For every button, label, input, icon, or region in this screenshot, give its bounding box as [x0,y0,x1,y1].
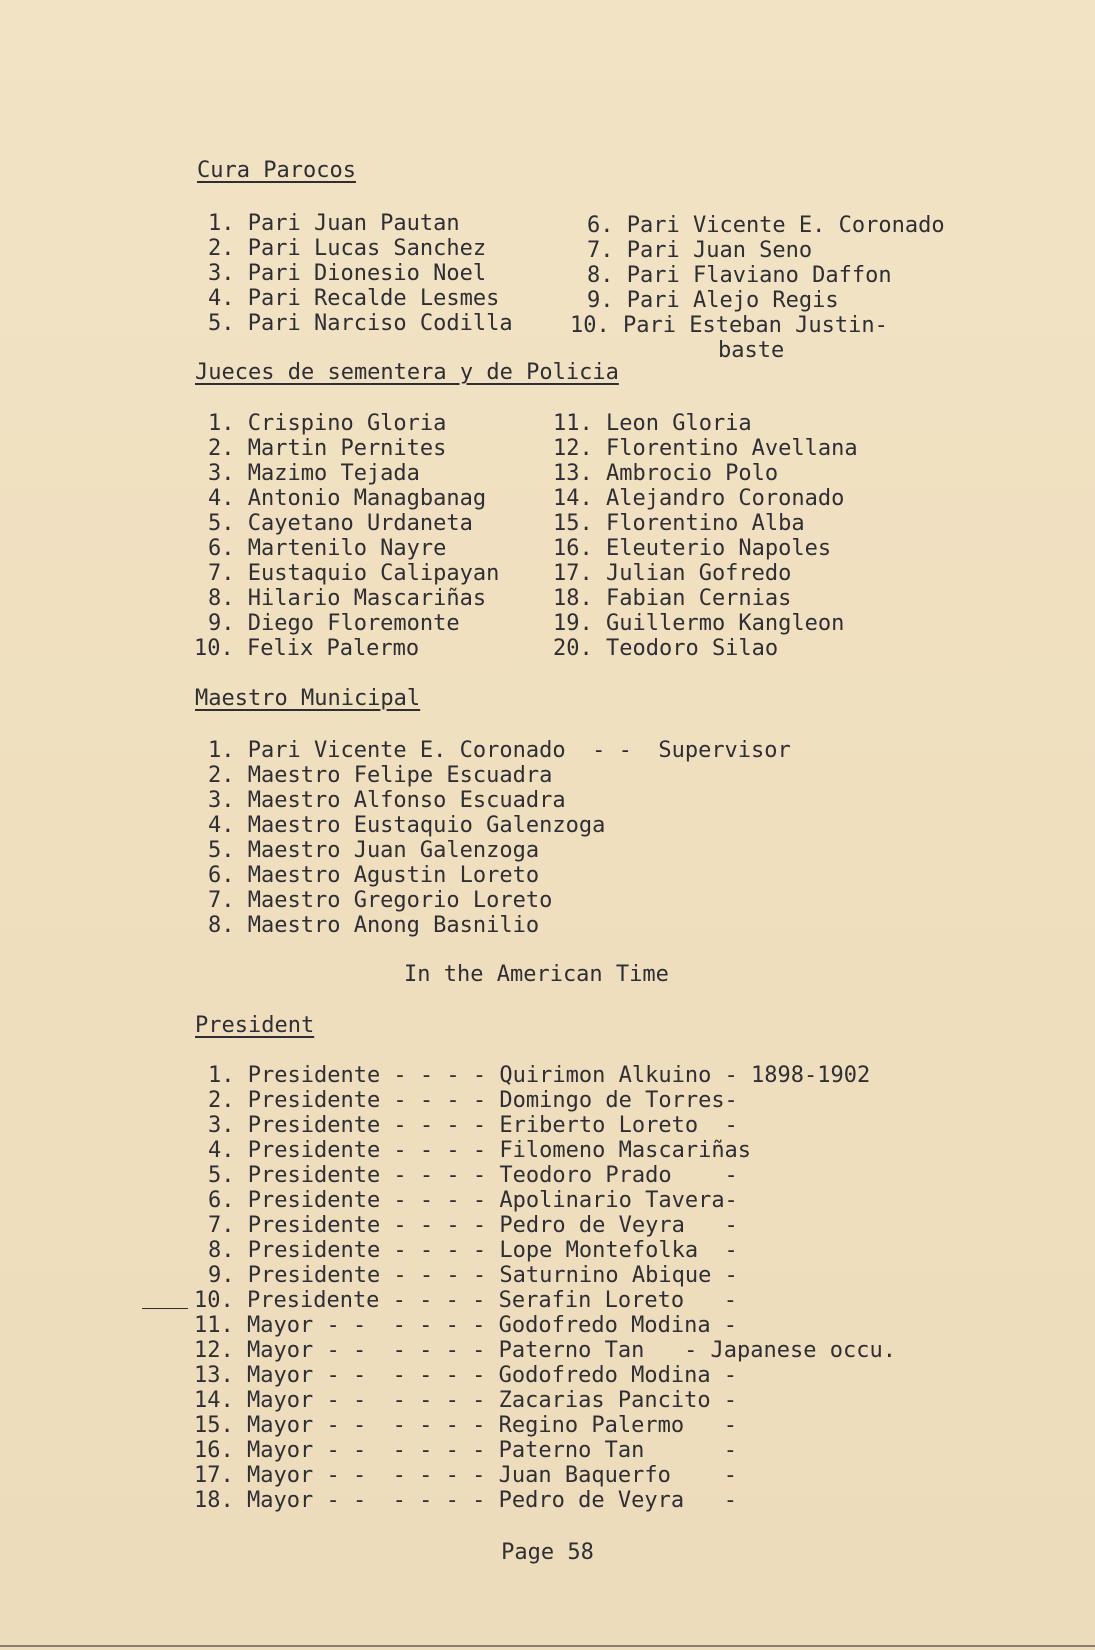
president-item-4: 4. Presidente - - - - Filomeno Mascariñas [208,1138,752,1163]
maestro-heading: Maestro Municipal [195,686,421,711]
president-item-17: 17. Mayor - - - - - - Juan Baquerfo - [194,1463,738,1488]
president-item-7: 7. Presidente - - - - Pedro de Veyra - [208,1213,738,1238]
jueces-left-5: 5. Cayetano Urdaneta [208,511,473,536]
president-item-14: 14. Mayor - - - - - - Zacarias Pancito - [194,1388,738,1413]
president-item-15: 15. Mayor - - - - - - Regino Palermo - [194,1413,738,1438]
jueces-right-15: 15. Florentino Alba [553,511,805,536]
jueces-left-8: 8. Hilario Mascariñas [208,586,487,611]
cura-left-2: 2. Pari Lucas Sanchez [208,236,487,261]
cura-left-5: 5. Pari Narciso Codilla [208,311,513,336]
maestro-item-6: 6. Maestro Agustin Loreto [208,863,540,888]
jueces-left-10: 10. Felix Palermo [194,636,420,661]
cura-right-8: 8. Pari Flaviano Daffon [587,263,892,288]
jueces-right-16: 16. Eleuterio Napoles [553,536,832,561]
president-item-1: 1. Presidente - - - - Quirimon Alkuino - 1898-1902 [208,1063,871,1088]
cura-right-9: 9. Pari Alejo Regis [587,288,839,313]
jueces-right-14: 14. Alejandro Coronado [553,486,845,511]
maestro-item-3: 3. Maestro Alfonso Escuadra [208,788,566,813]
president-item-3: 3. Presidente - - - - Eriberto Loreto - [208,1113,738,1138]
jueces-left-4: 4. Antonio Managbanag [208,486,487,511]
cura-left-3: 3. Pari Dionesio Noel [208,261,487,286]
jueces-left-7: 7. Eustaquio Calipayan [208,561,500,586]
president-item-8: 8. Presidente - - - - Lope Montefolka - [208,1238,738,1263]
maestro-item-1: 1. Pari Vicente E. Coronado - - Supervisor [208,738,791,763]
president-item-6: 6. Presidente - - - - Apolinario Tavera- [208,1188,738,1213]
cura-right-6: 6. Pari Vicente E. Coronado [587,213,945,238]
jueces-right-12: 12. Florentino Avellana [553,436,858,461]
page-number: Page 58 [501,1540,594,1565]
bottom-edge-rule [0,1645,1095,1647]
maestro-item-2: 2. Maestro Felipe Escuadra [208,763,553,788]
jueces-heading: Jueces de sementera y de Policia [195,360,619,385]
president-item-18: 18. Mayor - - - - - - Pedro de Veyra - [194,1488,738,1513]
american-time-label: In the American Time [404,962,669,987]
president-item-9: 9. Presidente - - - - Saturnino Abique - [208,1263,738,1288]
jueces-right-18: 18. Fabian Cernias [553,586,792,611]
cura-right-7: 7. Pari Juan Seno [587,238,813,263]
jueces-right-20: 20. Teodoro Silao [553,636,779,661]
president-item-12: 12. Mayor - - - - - - Paterno Tan - Japanese occu. [194,1338,896,1363]
jueces-right-13: 13. Ambrocio Polo [553,461,779,486]
jueces-right-19: 19. Guillermo Kangleon [553,611,845,636]
cura-right-10: 10. Pari Esteban Justin- [570,313,888,338]
maestro-item-7: 7. Maestro Gregorio Loreto [208,888,553,913]
jueces-left-3: 3. Mazimo Tejada [208,461,420,486]
cura-left-1: 1. Pari Juan Pautan [208,211,460,236]
jueces-right-11: 11. Leon Gloria [553,411,752,436]
maestro-item-5: 5. Maestro Juan Galenzoga [208,838,540,863]
margin-pen-mark [142,1308,188,1309]
president-item-16: 16. Mayor - - - - - - Paterno Tan - [194,1438,738,1463]
jueces-right-17: 17. Julian Gofredo [553,561,792,586]
president-item-11: 11. Mayor - - - - - - Godofredo Modina - [194,1313,738,1338]
cura-left-4: 4. Pari Recalde Lesmes [208,286,500,311]
maestro-item-8: 8. Maestro Anong Basnilio [208,913,540,938]
jueces-left-9: 9. Diego Floremonte [208,611,460,636]
cura-parocos-heading: Cura Parocos [197,158,356,183]
president-item-10: 10. Presidente - - - - Serafin Loreto - [194,1288,738,1313]
president-item-5: 5. Presidente - - - - Teodoro Prado - [208,1163,738,1188]
president-item-2: 2. Presidente - - - - Domingo de Torres- [208,1088,738,1113]
president-heading: President [195,1013,315,1038]
cura-right-10-cont: baste [718,338,785,363]
president-item-13: 13. Mayor - - - - - - Godofredo Modina - [194,1363,738,1388]
jueces-left-2: 2. Martin Pernites [208,436,447,461]
jueces-left-1: 1. Crispino Gloria [208,411,447,436]
maestro-item-4: 4. Maestro Eustaquio Galenzoga [208,813,606,838]
jueces-left-6: 6. Martenilo Nayre [208,536,447,561]
